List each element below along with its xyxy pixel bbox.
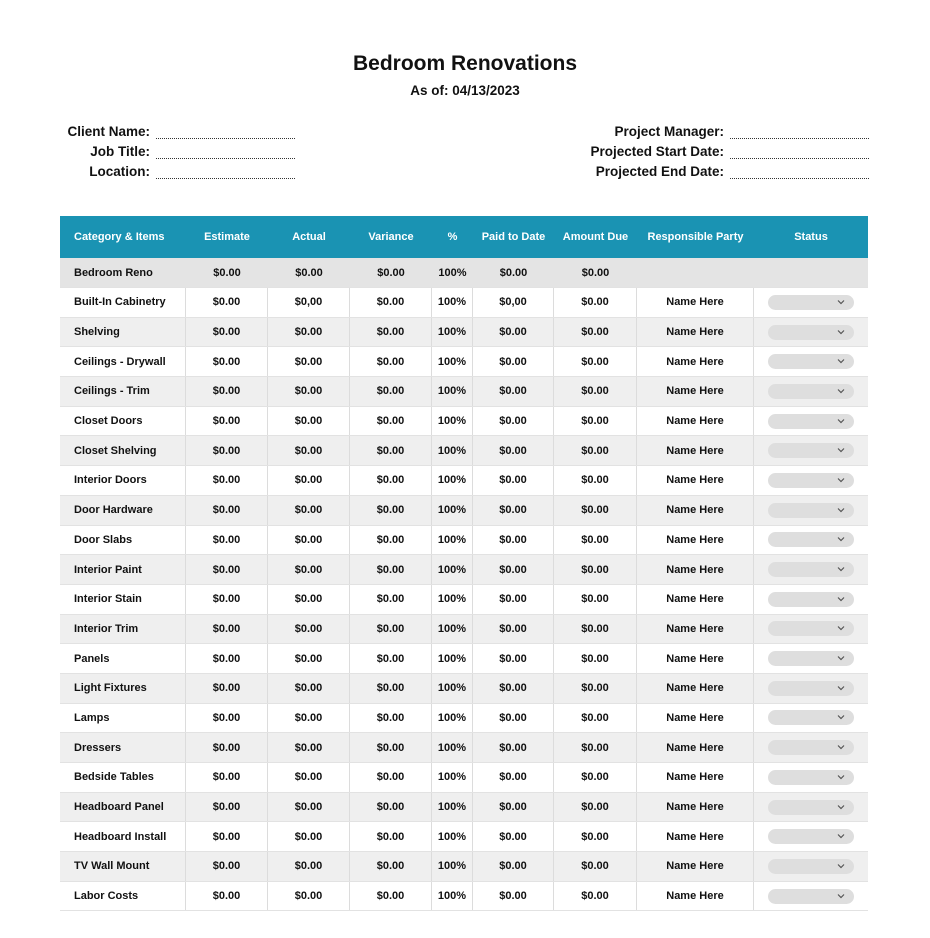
item-paid: $0.00 bbox=[473, 763, 554, 792]
item-percent: 100% bbox=[432, 436, 473, 465]
total-party bbox=[637, 258, 754, 287]
column-header: Category & Items bbox=[74, 231, 165, 243]
item-party: Name Here bbox=[637, 852, 754, 881]
item-actual: $0.00 bbox=[268, 615, 350, 644]
item-category: Closet Doors bbox=[60, 407, 186, 436]
item-status bbox=[754, 436, 868, 465]
item-party: Name Here bbox=[637, 644, 754, 673]
item-paid: $0.00 bbox=[473, 852, 554, 881]
total-variance: $0.00 bbox=[377, 266, 405, 279]
item-actual: $0.00 bbox=[268, 466, 350, 495]
item-due: $0.00 bbox=[554, 793, 637, 822]
item-category: Interior Doors bbox=[60, 466, 186, 495]
status-dropdown[interactable] bbox=[768, 770, 854, 785]
item-actual: $0.00 bbox=[268, 674, 350, 703]
item-due: $0.00 bbox=[554, 644, 637, 673]
table-row bbox=[60, 585, 868, 615]
item-paid: $0.00 bbox=[473, 674, 554, 703]
item-category: Labor Costs bbox=[60, 882, 186, 911]
location-label: Location: bbox=[89, 164, 150, 179]
item-due: $0.00 bbox=[554, 882, 637, 911]
item-due: $0.00 bbox=[554, 318, 637, 347]
table-row bbox=[60, 377, 868, 407]
item-status bbox=[754, 674, 868, 703]
start-date-field bbox=[560, 141, 869, 159]
total-estimate: $0.00 bbox=[213, 266, 241, 279]
as-of-date: As of: 04/13/2023 bbox=[410, 83, 520, 98]
item-estimate: $0.00 bbox=[186, 407, 268, 436]
status-dropdown[interactable] bbox=[768, 829, 854, 844]
table-row bbox=[60, 822, 868, 852]
chevron-down-icon bbox=[836, 594, 846, 604]
status-dropdown[interactable] bbox=[768, 710, 854, 725]
item-percent: 100% bbox=[432, 407, 473, 436]
chevron-down-icon bbox=[836, 653, 846, 663]
item-status bbox=[754, 555, 868, 584]
item-variance: $0.00 bbox=[350, 555, 432, 584]
item-percent: 100% bbox=[432, 822, 473, 851]
item-category: Shelving bbox=[60, 318, 186, 347]
item-due: $0.00 bbox=[554, 704, 637, 733]
column-header: Responsible Party bbox=[647, 231, 744, 243]
item-variance: $0.00 bbox=[350, 526, 432, 555]
item-percent: 100% bbox=[432, 585, 473, 614]
job-title-label: Job Title: bbox=[90, 144, 150, 159]
status-dropdown[interactable] bbox=[768, 651, 854, 666]
item-category: Headboard Install bbox=[60, 822, 186, 851]
status-dropdown[interactable] bbox=[768, 800, 854, 815]
status-dropdown[interactable] bbox=[768, 443, 854, 458]
item-category: TV Wall Mount bbox=[60, 852, 186, 881]
item-party: Name Here bbox=[637, 526, 754, 555]
item-due: $0.00 bbox=[554, 674, 637, 703]
page-title: Bedroom Renovations bbox=[352, 52, 578, 75]
chevron-down-icon bbox=[836, 861, 846, 871]
chevron-down-icon bbox=[836, 564, 846, 574]
item-party: Name Here bbox=[637, 585, 754, 614]
column-header: Paid to Date bbox=[481, 231, 546, 243]
total-paid: $0.00 bbox=[499, 266, 528, 279]
item-percent: 100% bbox=[432, 674, 473, 703]
item-party: Name Here bbox=[637, 436, 754, 465]
item-party: Name Here bbox=[637, 793, 754, 822]
item-category: Door Hardware bbox=[60, 496, 186, 525]
item-estimate: $0.00 bbox=[186, 882, 268, 911]
table-row bbox=[60, 615, 868, 645]
item-actual: $0.00 bbox=[268, 733, 350, 762]
item-due: $0.00 bbox=[554, 466, 637, 495]
table-row bbox=[60, 526, 868, 556]
item-estimate: $0.00 bbox=[186, 526, 268, 555]
item-status bbox=[754, 407, 868, 436]
table-row bbox=[60, 318, 868, 348]
item-percent: 100% bbox=[432, 615, 473, 644]
item-variance: $0.00 bbox=[350, 763, 432, 792]
item-percent: 100% bbox=[432, 555, 473, 584]
item-paid: $0.00 bbox=[473, 526, 554, 555]
column-header: Estimate bbox=[204, 231, 250, 243]
chevron-down-icon bbox=[836, 742, 846, 752]
item-paid: $0.00 bbox=[473, 585, 554, 614]
item-party: Name Here bbox=[637, 615, 754, 644]
item-status bbox=[754, 615, 868, 644]
item-paid: $0.00 bbox=[473, 377, 554, 406]
item-due: $0.00 bbox=[554, 347, 637, 376]
item-variance: $0.00 bbox=[350, 644, 432, 673]
status-dropdown[interactable] bbox=[768, 889, 854, 904]
chevron-down-icon bbox=[836, 505, 846, 515]
item-paid: $0.00 bbox=[473, 436, 554, 465]
item-percent: 100% bbox=[432, 377, 473, 406]
chevron-down-icon bbox=[836, 772, 846, 782]
table-row bbox=[60, 555, 868, 585]
item-party: Name Here bbox=[637, 733, 754, 762]
item-variance: $0.00 bbox=[350, 347, 432, 376]
table-row bbox=[60, 733, 868, 763]
item-status bbox=[754, 733, 868, 762]
item-actual: $0.00 bbox=[268, 318, 350, 347]
item-estimate: $0.00 bbox=[186, 704, 268, 733]
item-party: Name Here bbox=[637, 674, 754, 703]
item-estimate: $0.00 bbox=[186, 852, 268, 881]
status-dropdown[interactable] bbox=[768, 325, 854, 340]
item-paid: $0.00 bbox=[473, 347, 554, 376]
chevron-down-icon bbox=[836, 416, 846, 426]
item-category: Bedside Tables bbox=[60, 763, 186, 792]
item-due: $0.00 bbox=[554, 763, 637, 792]
chevron-down-icon bbox=[836, 475, 846, 485]
item-percent: 100% bbox=[432, 763, 473, 792]
item-actual: $0.00 bbox=[268, 347, 350, 376]
project-manager-input[interactable] bbox=[730, 126, 869, 139]
item-paid: $0.00 bbox=[473, 644, 554, 673]
item-status bbox=[754, 496, 868, 525]
table-row bbox=[60, 347, 868, 377]
table-header bbox=[60, 216, 868, 258]
table-row bbox=[60, 704, 868, 734]
item-variance: $0.00 bbox=[350, 882, 432, 911]
item-due: $0.00 bbox=[554, 615, 637, 644]
table-row bbox=[60, 288, 868, 318]
item-party: Name Here bbox=[637, 496, 754, 525]
item-variance: $0.00 bbox=[350, 466, 432, 495]
item-due: $0.00 bbox=[554, 555, 637, 584]
item-estimate: $0.00 bbox=[186, 288, 268, 317]
item-actual: $0.00 bbox=[268, 644, 350, 673]
item-party: Name Here bbox=[637, 347, 754, 376]
item-category: Closet Shelving bbox=[60, 436, 186, 465]
item-category: Door Slabs bbox=[60, 526, 186, 555]
status-dropdown[interactable] bbox=[768, 414, 854, 429]
location-input[interactable] bbox=[156, 166, 295, 179]
total-percent: 100% bbox=[438, 266, 467, 279]
item-estimate: $0.00 bbox=[186, 496, 268, 525]
location-field bbox=[60, 161, 295, 179]
end-date-label: Projected End Date: bbox=[595, 164, 724, 179]
item-estimate: $0.00 bbox=[186, 644, 268, 673]
item-variance: $0.00 bbox=[350, 733, 432, 762]
project-manager-label: Project Manager: bbox=[614, 124, 724, 139]
table-row bbox=[60, 852, 868, 882]
item-actual: $0.00 bbox=[268, 496, 350, 525]
chevron-down-icon bbox=[836, 297, 846, 307]
status-dropdown[interactable] bbox=[768, 592, 854, 607]
item-category: Interior Paint bbox=[60, 555, 186, 584]
item-variance: $0.00 bbox=[350, 585, 432, 614]
item-actual: $0.00 bbox=[268, 555, 350, 584]
total-category: Bedroom Reno bbox=[74, 266, 153, 279]
total-row bbox=[60, 258, 868, 288]
item-estimate: $0.00 bbox=[186, 318, 268, 347]
item-variance: $0.00 bbox=[350, 822, 432, 851]
item-percent: 100% bbox=[432, 852, 473, 881]
item-paid: $0.00 bbox=[473, 407, 554, 436]
item-percent: 100% bbox=[432, 526, 473, 555]
item-status bbox=[754, 377, 868, 406]
item-paid: $0.00 bbox=[473, 793, 554, 822]
item-actual: $0.00 bbox=[268, 436, 350, 465]
table-body bbox=[60, 288, 868, 911]
client-name-input[interactable] bbox=[156, 126, 295, 139]
item-due: $0.00 bbox=[554, 733, 637, 762]
item-paid: $0.00 bbox=[473, 733, 554, 762]
item-party: Name Here bbox=[637, 704, 754, 733]
item-percent: 100% bbox=[432, 496, 473, 525]
item-category: Interior Trim bbox=[60, 615, 186, 644]
status-dropdown[interactable] bbox=[768, 740, 854, 755]
item-due: $0.00 bbox=[554, 407, 637, 436]
table-row bbox=[60, 644, 868, 674]
item-status bbox=[754, 793, 868, 822]
item-variance: $0.00 bbox=[350, 674, 432, 703]
table-row bbox=[60, 466, 868, 496]
item-estimate: $0.00 bbox=[186, 733, 268, 762]
start-date-label: Projected Start Date: bbox=[590, 144, 724, 159]
item-due: $0.00 bbox=[554, 377, 637, 406]
item-party: Name Here bbox=[637, 318, 754, 347]
table-row bbox=[60, 793, 868, 823]
item-actual: $0.00 bbox=[268, 822, 350, 851]
item-paid: $0,00 bbox=[473, 288, 554, 317]
item-due: $0.00 bbox=[554, 436, 637, 465]
total-actual: $0.00 bbox=[295, 266, 323, 279]
item-actual: $0.00 bbox=[268, 793, 350, 822]
item-estimate: $0.00 bbox=[186, 763, 268, 792]
item-status bbox=[754, 466, 868, 495]
table-row bbox=[60, 882, 868, 912]
item-party: Name Here bbox=[637, 466, 754, 495]
budget-table bbox=[60, 216, 868, 911]
item-percent: 100% bbox=[432, 466, 473, 495]
item-estimate: $0.00 bbox=[186, 377, 268, 406]
item-estimate: $0.00 bbox=[186, 674, 268, 703]
item-actual: $0.00 bbox=[268, 526, 350, 555]
item-percent: 100% bbox=[432, 704, 473, 733]
item-variance: $0.00 bbox=[350, 436, 432, 465]
client-name-label: Client Name: bbox=[67, 124, 150, 139]
item-variance: $0.00 bbox=[350, 615, 432, 644]
chevron-down-icon bbox=[836, 356, 846, 366]
status-dropdown[interactable] bbox=[768, 503, 854, 518]
status-dropdown[interactable] bbox=[768, 681, 854, 696]
item-variance: $0.00 bbox=[350, 377, 432, 406]
item-paid: $0.00 bbox=[473, 496, 554, 525]
status-dropdown[interactable] bbox=[768, 473, 854, 488]
item-category: Headboard Panel bbox=[60, 793, 186, 822]
item-category: Panels bbox=[60, 644, 186, 673]
item-status bbox=[754, 585, 868, 614]
end-date-input[interactable] bbox=[730, 166, 869, 179]
item-category: Lamps bbox=[60, 704, 186, 733]
status-dropdown[interactable] bbox=[768, 562, 854, 577]
item-paid: $0.00 bbox=[473, 704, 554, 733]
item-estimate: $0.00 bbox=[186, 347, 268, 376]
item-paid: $0.00 bbox=[473, 822, 554, 851]
item-percent: 100% bbox=[432, 733, 473, 762]
item-estimate: $0.00 bbox=[186, 436, 268, 465]
column-header: Status bbox=[794, 231, 828, 243]
item-category: Ceilings - Trim bbox=[60, 377, 186, 406]
project-manager-field bbox=[560, 121, 869, 139]
start-date-input[interactable] bbox=[730, 146, 869, 159]
item-actual: $0.00 bbox=[268, 704, 350, 733]
item-actual: $0.00 bbox=[268, 763, 350, 792]
item-paid: $0.00 bbox=[473, 615, 554, 644]
item-actual: $0.00 bbox=[268, 852, 350, 881]
item-due: $0.00 bbox=[554, 852, 637, 881]
column-header: Variance bbox=[368, 231, 414, 243]
table-row bbox=[60, 674, 868, 704]
item-status bbox=[754, 288, 868, 317]
chevron-down-icon bbox=[836, 386, 846, 396]
total-due: $0.00 bbox=[581, 266, 610, 279]
item-percent: 100% bbox=[432, 793, 473, 822]
item-status bbox=[754, 347, 868, 376]
item-variance: $0.00 bbox=[350, 318, 432, 347]
table-row bbox=[60, 436, 868, 466]
item-estimate: $0.00 bbox=[186, 585, 268, 614]
column-header: Amount Due bbox=[562, 231, 629, 243]
item-due: $0.00 bbox=[554, 288, 637, 317]
item-status bbox=[754, 526, 868, 555]
status-dropdown[interactable] bbox=[768, 859, 854, 874]
status-dropdown[interactable] bbox=[768, 354, 854, 369]
item-due: $0.00 bbox=[554, 526, 637, 555]
item-percent: 100% bbox=[432, 644, 473, 673]
status-dropdown[interactable] bbox=[768, 532, 854, 547]
item-actual: $0,00 bbox=[268, 288, 350, 317]
item-due: $0.00 bbox=[554, 585, 637, 614]
chevron-down-icon bbox=[836, 327, 846, 337]
item-paid: $0.00 bbox=[473, 318, 554, 347]
chevron-down-icon bbox=[836, 683, 846, 693]
item-party: Name Here bbox=[637, 555, 754, 584]
item-percent: 100% bbox=[432, 318, 473, 347]
item-party: Name Here bbox=[637, 822, 754, 851]
item-due: $0.00 bbox=[554, 496, 637, 525]
table-row bbox=[60, 496, 868, 526]
item-status bbox=[754, 704, 868, 733]
item-actual: $0.00 bbox=[268, 377, 350, 406]
client-name-field bbox=[60, 121, 295, 139]
item-variance: $0.00 bbox=[350, 704, 432, 733]
item-estimate: $0.00 bbox=[186, 555, 268, 584]
end-date-field bbox=[560, 161, 869, 179]
item-paid: $0.00 bbox=[473, 555, 554, 584]
item-variance: $0.00 bbox=[350, 496, 432, 525]
item-estimate: $0.00 bbox=[186, 615, 268, 644]
item-party: Name Here bbox=[637, 377, 754, 406]
column-header: % bbox=[447, 231, 458, 243]
item-variance: $0.00 bbox=[350, 288, 432, 317]
item-party: Name Here bbox=[637, 288, 754, 317]
item-status bbox=[754, 644, 868, 673]
table-row bbox=[60, 763, 868, 793]
chevron-down-icon bbox=[836, 802, 846, 812]
item-status bbox=[754, 882, 868, 911]
item-category: Light Fixtures bbox=[60, 674, 186, 703]
chevron-down-icon bbox=[836, 891, 846, 901]
item-party: Name Here bbox=[637, 763, 754, 792]
item-category: Built-In Cabinetry bbox=[60, 288, 186, 317]
chevron-down-icon bbox=[836, 623, 846, 633]
item-percent: 100% bbox=[432, 288, 473, 317]
status-dropdown[interactable] bbox=[768, 295, 854, 310]
item-due: $0.00 bbox=[554, 822, 637, 851]
item-variance: $0.00 bbox=[350, 793, 432, 822]
total-status bbox=[754, 258, 868, 287]
item-status bbox=[754, 763, 868, 792]
item-party: Name Here bbox=[637, 407, 754, 436]
chevron-down-icon bbox=[836, 712, 846, 722]
item-status bbox=[754, 852, 868, 881]
job-title-field bbox=[60, 141, 295, 159]
item-actual: $0.00 bbox=[268, 407, 350, 436]
item-category: Ceilings - Drywall bbox=[60, 347, 186, 376]
item-estimate: $0.00 bbox=[186, 793, 268, 822]
item-variance: $0.00 bbox=[350, 407, 432, 436]
item-actual: $0.00 bbox=[268, 882, 350, 911]
chevron-down-icon bbox=[836, 831, 846, 841]
item-category: Dressers bbox=[60, 733, 186, 762]
item-actual: $0.00 bbox=[268, 585, 350, 614]
column-header: Actual bbox=[292, 231, 326, 243]
status-dropdown[interactable] bbox=[768, 384, 854, 399]
item-category: Interior Stain bbox=[60, 585, 186, 614]
item-percent: 100% bbox=[432, 882, 473, 911]
item-paid: $0.00 bbox=[473, 466, 554, 495]
item-status bbox=[754, 822, 868, 851]
item-percent: 100% bbox=[432, 347, 473, 376]
chevron-down-icon bbox=[836, 534, 846, 544]
status-dropdown[interactable] bbox=[768, 621, 854, 636]
table-row bbox=[60, 407, 868, 437]
item-variance: $0.00 bbox=[350, 852, 432, 881]
item-paid: $0.00 bbox=[473, 882, 554, 911]
job-title-input[interactable] bbox=[156, 146, 295, 159]
item-status bbox=[754, 318, 868, 347]
item-estimate: $0.00 bbox=[186, 466, 268, 495]
item-party: Name Here bbox=[637, 882, 754, 911]
item-estimate: $0.00 bbox=[186, 822, 268, 851]
chevron-down-icon bbox=[836, 445, 846, 455]
